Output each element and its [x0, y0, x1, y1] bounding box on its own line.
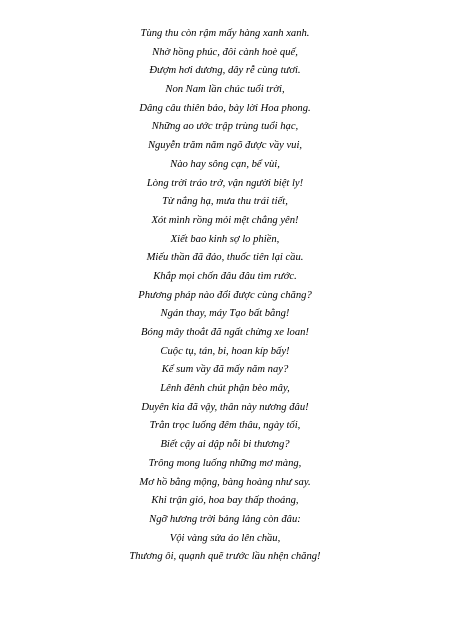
- poem-line: Những ao ước trập trùng tuổi hạc,: [151, 121, 299, 133]
- poem-line: Tùng thu còn rậm mấy hàng xanh xanh.: [140, 28, 310, 39]
- poem-line: Lênh đênh chút phận bèo mây,: [160, 383, 290, 395]
- poem-line: Non Nam lần chúc tuổi trời,: [165, 84, 285, 96]
- poem-line: Biết cậy ai dập nỗi bi thương?: [160, 439, 290, 451]
- poem-line: Mơ hồ bằng mộng, bàng hoàng như say.: [139, 476, 311, 488]
- poem-line: Thương ôi, quạnh quẽ trước lầu nhện chăng!: [129, 551, 321, 563]
- poem-line: Phương pháp nào đổi được cùng chăng?: [138, 289, 312, 301]
- poem-line: Đượm hơi dương, dây rễ cùng tươi.: [149, 65, 301, 77]
- poem-line: Vội vàng sửa áo lên chầu,: [169, 532, 281, 544]
- poem-line: Lòng trời tráo trở, vận người biệt ly!: [146, 177, 304, 189]
- poem-line: Khi trận gió, hoa bay thấp thoáng,: [151, 495, 299, 507]
- poem-line: Kể sum vầy đã mấy năm nay?: [161, 364, 289, 376]
- poem-line: Cuộc tụ, tán, bi, hoan kíp bấy!: [160, 345, 290, 357]
- poem-line: Nguyễn trăm năm ngõ được vầy vui,: [147, 140, 303, 152]
- poem-line: Trằn trọc luống đêm thâu, ngày tối,: [149, 420, 301, 432]
- poem-line: Nào hay sông cạn, bể vùi,: [170, 158, 280, 170]
- poem-line: Xiết bao kinh sợ lo phiền,: [170, 233, 280, 245]
- poem-line: Duyên kia đã vậy, thân này nương đâu!: [141, 401, 309, 413]
- poem-line: Miếu thần đã đảo, thuốc tiên lại cầu.: [146, 252, 304, 264]
- poem-line: Khắp mọi chốn đâu đâu tìm rước.: [153, 270, 297, 282]
- poem-line: Ngỡ hương trời bảng lảng còn đâu:: [149, 513, 301, 525]
- poem-line: Từ nắng hạ, mưa thu trái tiết,: [162, 196, 288, 208]
- poem-line: Nhờ hồng phúc, đôi cành hoè quế,: [152, 46, 298, 58]
- poem-line: Dâng câu thiên bảo, bày lời Hoa phong.: [139, 102, 311, 114]
- poem-body: [0, 25, 450, 567]
- poem-line: Trông mong luống những mơ màng,: [148, 457, 302, 469]
- poem-line: Xót mình rồng mỏi mệt chẳng yên!: [151, 214, 299, 226]
- poem-line: Bóng mây thoắt đã ngất chừng xe loan!: [141, 327, 309, 338]
- poem-line: Ngán thay, máy Tạo bất bằng!: [160, 308, 290, 320]
